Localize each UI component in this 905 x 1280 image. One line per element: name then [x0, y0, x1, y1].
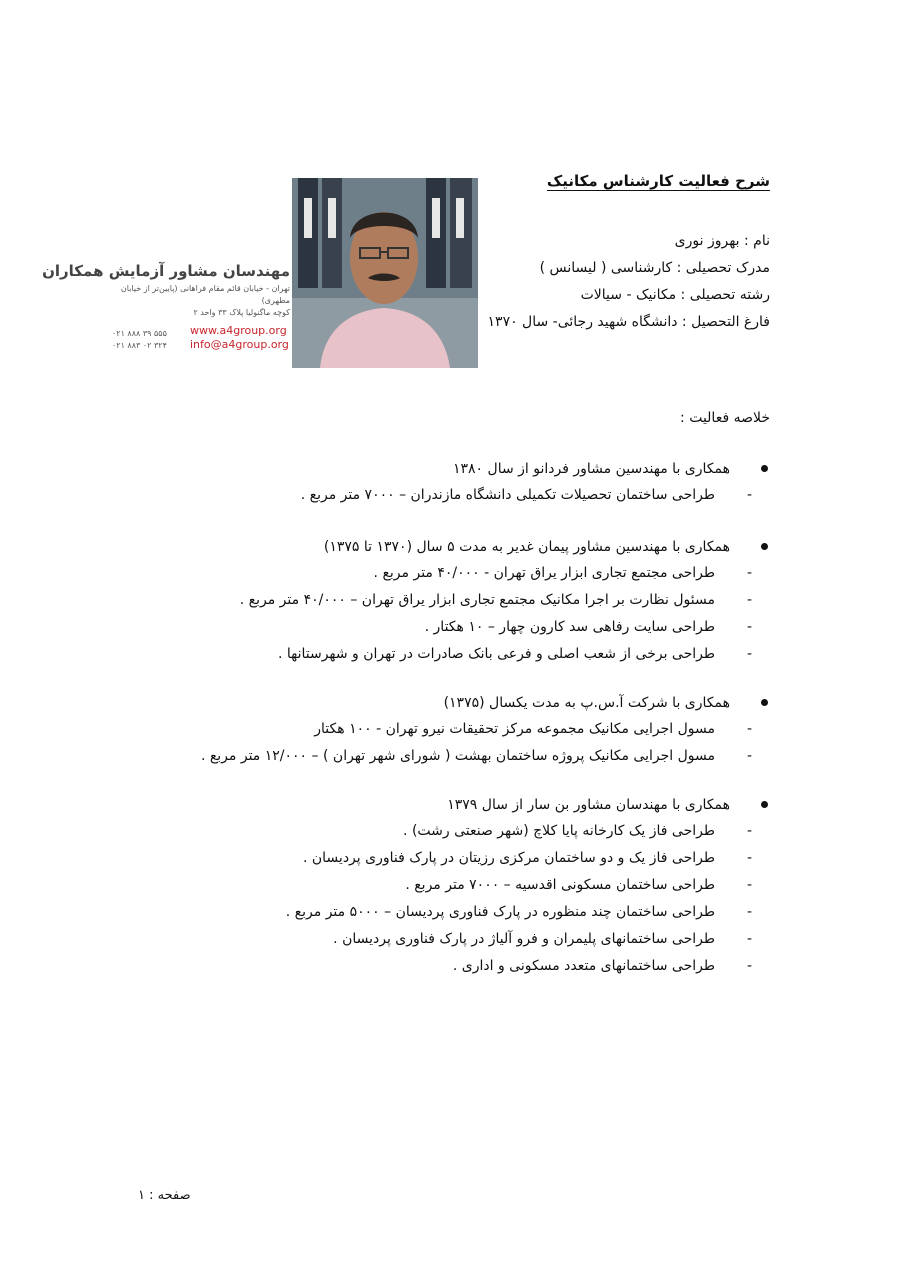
- phone-1: ۰۲۱ ۸۸۸ ۳۹ ۵۵۵: [112, 329, 167, 338]
- list-item-text: مسئول نظارت بر اجرا مکانیک مجتمع تجاری ابزار یراق تهران – ۴۰/۰۰۰ متر مربع .: [239, 592, 715, 608]
- section-heading: [240, 534, 730, 560]
- dash-icon: -: [746, 619, 752, 635]
- dash-icon: -: [746, 850, 752, 866]
- section-heading: [301, 456, 730, 482]
- personal-info: [488, 228, 770, 336]
- list-item: [200, 743, 752, 770]
- experience-section: [300, 456, 752, 509]
- dash-icon: -: [746, 646, 752, 662]
- bullet-icon: [761, 699, 768, 706]
- list-item-text: طراحی برخی از شعب اصلی و فرعی بانک صادرات در تهران و شهرستانها .: [277, 646, 715, 662]
- list-item-text: طراحی مجتمع تجاری ابزار یراق تهران - ۴۰/۰۰۰ متر مربع .: [373, 565, 715, 581]
- info-field: رشته تحصیلی : مکانیک - سیالات: [580, 287, 770, 303]
- dash-icon: -: [746, 958, 752, 974]
- list-item: [286, 953, 752, 980]
- company-address: [114, 283, 290, 319]
- email-link[interactable]: info@a4group.org: [190, 338, 289, 351]
- company-name: مهندسان مشاور آزمایش همکاران: [42, 262, 290, 280]
- company-web: [190, 324, 289, 352]
- section-heading: [286, 792, 730, 818]
- dash-icon: -: [746, 877, 752, 893]
- phone-2: ۰۲۱ ۸۸۳ ۰۲ ۳۲۴: [112, 341, 167, 350]
- list-item-text: طراحی ساختمان مسکونی اقدسیه – ۷۰۰۰ متر مربع .: [405, 877, 715, 893]
- experience-section: [285, 792, 752, 980]
- info-degree: مدرک تحصیلی : کارشناسی ( لیسانس ): [539, 260, 770, 276]
- dash-icon: -: [746, 823, 752, 839]
- company-phones: [112, 328, 167, 352]
- business-card: [42, 178, 478, 368]
- list-item: [240, 560, 752, 587]
- document-title: شرح فعالیت کارشناس مکانیک: [546, 172, 770, 190]
- address-line-1: تهران - خیابان قائم مقام فراهانی (پایین‌تر از خیابان مطهری): [120, 284, 290, 305]
- list-item: [201, 716, 752, 743]
- experience-section: [239, 534, 752, 668]
- dash-icon: -: [746, 565, 752, 581]
- section-heading-text: همکاری با شرکت آ.س.پ به مدت یکسال (۱۳۷۵): [443, 695, 730, 711]
- section-heading-text: همکاری با مهندسین مشاور فردانو از سال ۱۳۸۰: [453, 461, 730, 477]
- list-item: [286, 845, 752, 872]
- list-item-text: طراحی فاز یک و دو ساختمان مرکزی رزیتان در پارک فناوری پردیسان .: [302, 850, 715, 866]
- info-name: نام : بهروز نوری: [674, 233, 770, 249]
- dash-icon: -: [746, 487, 752, 503]
- dash-icon: -: [746, 748, 752, 764]
- dash-icon: -: [746, 721, 752, 737]
- list-item: [300, 482, 752, 509]
- section-heading-text: همکاری با مهندسین مشاور پیمان غدیر به مدت ۵ سال (۱۳۷۰ تا ۱۳۷۵): [323, 539, 730, 555]
- page-number: صفحه : ۱: [138, 1188, 191, 1203]
- list-item: [285, 899, 752, 926]
- list-item-text: طراحی ساختمانهای متعدد مسکونی و اداری .: [452, 958, 715, 974]
- summary-label: خلاصه فعالیت :: [680, 410, 770, 426]
- dash-icon: -: [746, 931, 752, 947]
- list-item-text: طراحی ساختمان تحصیلات تکمیلی دانشگاه مازندران – ۷۰۰۰ متر مربع .: [300, 487, 715, 503]
- bullet-icon: [761, 543, 768, 550]
- list-item-text: مسول اجرایی مکانیک مجموعه مرکز تحقیقات نیرو تهران - ۱۰۰ هکتار: [314, 721, 715, 737]
- list-item-text: طراحی ساختمان چند منظوره در پارک فناوری پردیسان – ۵۰۰۰ متر مربع .: [285, 904, 715, 920]
- list-item-text: طراحی فاز یک کارخانه پایا کلاچ (شهر صنعتی رشت) .: [403, 823, 715, 839]
- info-graduation: فارغ التحصیل : دانشگاه شهید رجائی- سال ۱۳۷۰: [487, 314, 770, 330]
- list-item: [286, 926, 752, 953]
- portrait-photo: [292, 178, 478, 368]
- address-line-2: کوچه ماگنولیا پلاک ۳۳ واحد ۲: [193, 308, 290, 317]
- section-heading-text: همکاری با مهندسان مشاور بن سار از سال ۱۳۷۹: [447, 797, 730, 813]
- list-item: [286, 872, 752, 899]
- section-heading: [201, 690, 730, 716]
- list-item: [239, 587, 752, 614]
- list-item: [286, 818, 752, 845]
- list-item-text: مسول اجرایی مکانیک پروژه ساختمان بهشت ( شورای شهر تهران ) – ۱۲/۰۰۰ متر مربع .: [200, 748, 715, 764]
- website-link[interactable]: www.a4group.org: [190, 324, 287, 337]
- list-item-text: طراحی ساختمانهای پلیمران و فرو آلیاژ در پارک فناوری پردیسان .: [333, 931, 715, 947]
- bullet-icon: [761, 465, 768, 472]
- list-item: [240, 614, 752, 641]
- experience-section: [200, 690, 752, 770]
- list-item: [240, 641, 752, 668]
- list-item-text: طراحی سایت رفاهی سد کارون چهار – ۱۰ هکتار .: [424, 619, 715, 635]
- bullet-icon: [761, 801, 768, 808]
- dash-icon: -: [746, 904, 752, 920]
- dash-icon: -: [746, 592, 752, 608]
